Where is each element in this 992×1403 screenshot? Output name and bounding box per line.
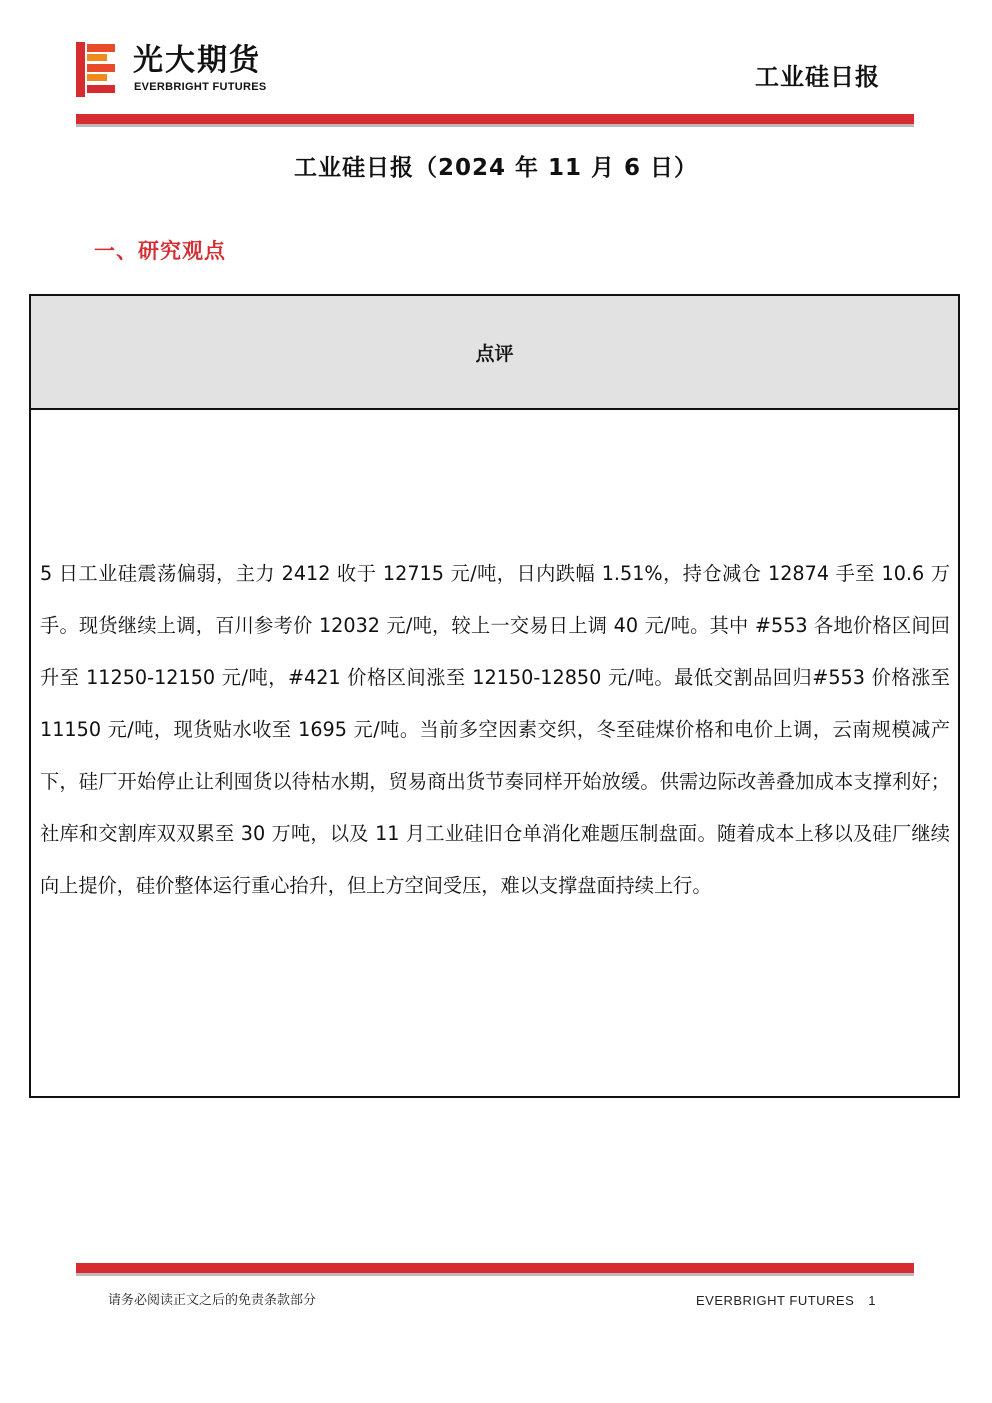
commentary-text: 5 日工业硅震荡偏弱，主力 2412 收于 12715 元/吨，日内跌幅 1.51%，持仓减仓 12874 手至 10.6 万手。现货继续上调，百川参考价 12032 元/吨，较上一交易日上调 40 元/吨。其中 #553 各地价格区间回升至 11250-12150 元/吨，#421 价格区间涨至 12150-12850 元/吨。最低交割品回归#553 价格涨至 11150 元/吨，现货贴水收至 1695 元/吨。当前多空因素交织，冬至硅煤价格和电价上调，云南规模减产下，硅厂开始停止让利囤货以待枯水期，贸易商出货节奏同样开始放缓。供需边际改善叠加成本支撑利好；社库和交割库双双累至 30 万吨，以及 11 月工业硅旧仓单消化难题压制盘面。随着成本上移以及硅厂继续向上提价，硅价整体运行重心抬升，但上方空间受压，难以支撑盘面持续上行。: [40, 562, 951, 897]
table-header: [31, 296, 958, 410]
report-type-title: 工业硅日报: [755, 63, 880, 91]
footer-divider-shadow: [76, 1273, 914, 1276]
header-divider: [76, 114, 914, 124]
footer-company: [696, 1291, 876, 1311]
page-number: 1: [868, 1293, 876, 1308]
page-title: 工业硅日报（2024 年 11 月 6 日）: [293, 155, 699, 181]
table-header-label: 点评: [475, 342, 514, 365]
brand-name-cn: 光大期货: [133, 43, 261, 78]
commentary-table: [29, 294, 960, 1098]
everbright-logo-icon: [76, 42, 116, 97]
footer-disclaimer: 请务必阅读正文之后的免责条款部分: [108, 1293, 317, 1308]
header-divider-shadow: [76, 124, 914, 127]
footer-divider: [76, 1263, 914, 1273]
brand-name-en: EVERBRIGHT FUTURES: [134, 81, 267, 93]
section-heading: 一、研究观点: [94, 239, 226, 263]
footer-company-name: EVERBRIGHT FUTURES: [695, 1293, 855, 1308]
